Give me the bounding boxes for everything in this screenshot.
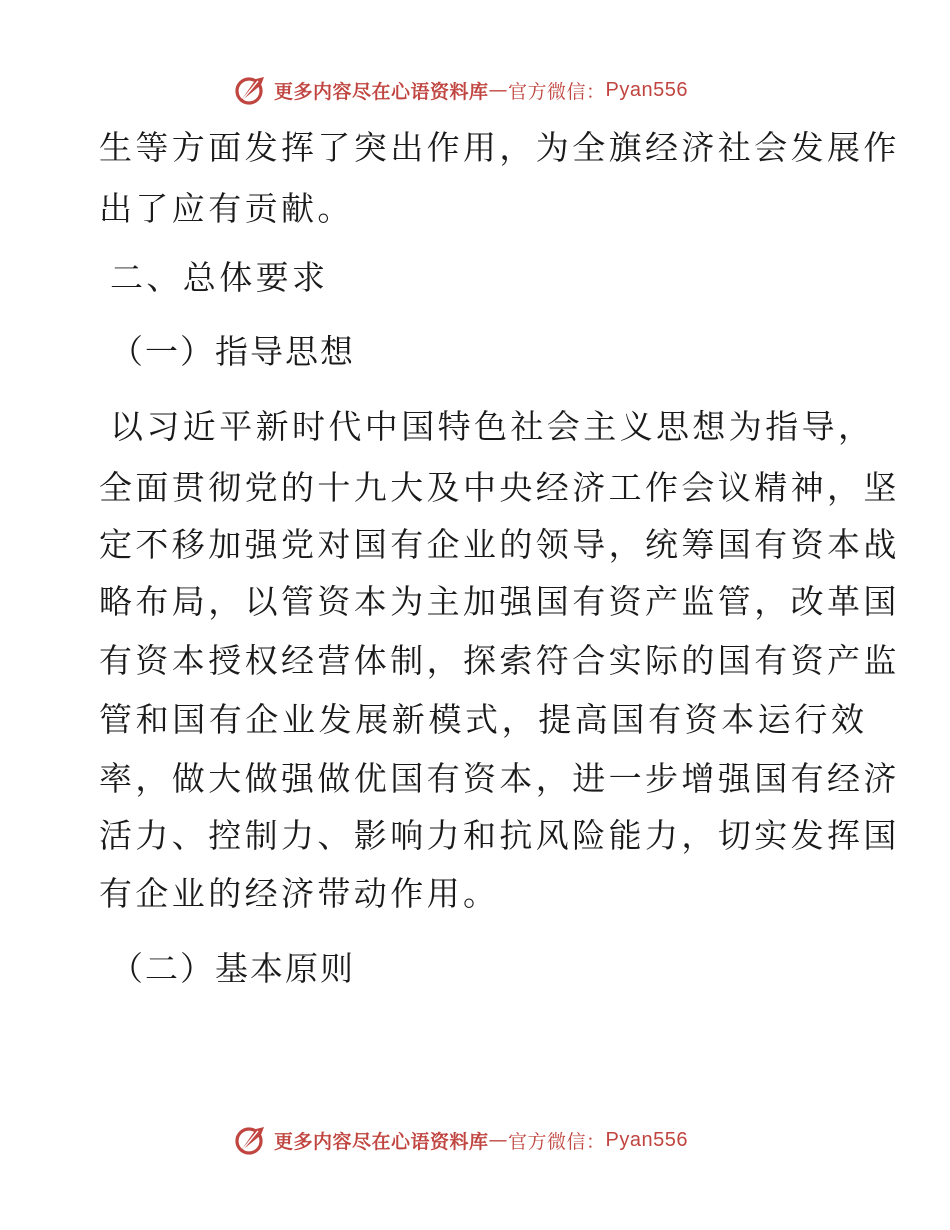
watermark-label: 官方微信： [508,80,606,103]
subsection-heading-basic-principles: （二）基本原则 [110,949,355,988]
subsection-heading-guiding-ideology: （一）指导思想 [110,332,355,371]
body-line-6: 全面贯彻党的十九大及中央经济工作会议精神，坚 [99,468,900,507]
body-line-2: 出了应有贡献。 [99,189,354,228]
watermark-main-text: 更多内容尽在心语资料库 [274,80,489,103]
watermark-dash: — [488,1129,509,1151]
quill-pen-logo-icon [234,73,268,107]
body-line-10: 管和国有企业发展新模式，提高国有资本运行效 [99,700,868,739]
body-line-11: 率，做大做强做优国有资本，进一步增强国有经济 [99,759,900,798]
body-line-8: 略布局，以管资本为主加强国有资产监管，改革国 [99,582,900,621]
body-line-7: 定不移加强党对国有企业的领导，统筹国有资本战 [99,525,900,564]
watermark-main-text: 更多内容尽在心语资料库 [274,1130,489,1153]
footer-watermark [234,1123,688,1157]
section-heading-overall-requirements: 二、总体要求 [110,258,329,297]
body-line-9: 有资本授权经营体制，探索符合实际的国有资产监 [99,641,900,680]
watermark-dash: — [488,79,509,101]
body-line-1: 生等方面发挥了突出作用，为全旗经济社会发展作 [99,128,900,167]
watermark-wechat-id: Pyan556 [605,78,688,101]
body-line-5: 以习近平新时代中国特色社会主义思想为指导， [110,407,875,446]
watermark-label: 官方微信： [508,1130,606,1153]
quill-pen-logo-icon [234,1123,268,1157]
body-line-13: 有企业的经济带动作用。 [99,874,500,913]
body-line-12: 活力、控制力、影响力和抗风险能力，切实发挥国 [99,816,900,855]
header-watermark [234,73,688,107]
watermark-wechat-id: Pyan556 [605,1128,688,1151]
